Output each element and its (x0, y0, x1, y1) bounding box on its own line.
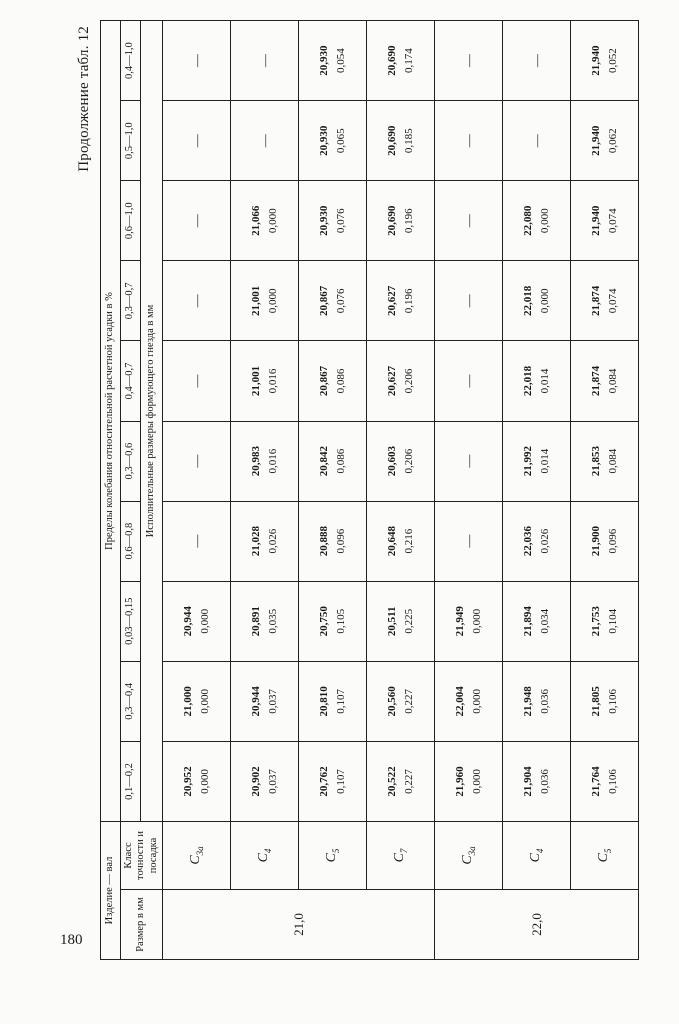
tolerance: 0,036 (538, 688, 551, 714)
cavity-size: 20,627 (386, 365, 398, 397)
tolerance: 0,026 (266, 528, 279, 554)
value-cell (435, 421, 503, 501)
value-cell (231, 661, 299, 741)
empty-dash: — (188, 54, 204, 68)
empty-dash: — (528, 54, 544, 68)
range-header: 0,3—0,6 (121, 421, 141, 501)
cavity-size: 20,944 (182, 606, 194, 637)
table-row (299, 21, 367, 960)
cavity-size: 21,904 (522, 766, 534, 797)
value-cell (503, 181, 571, 261)
cavity-size: 21,000 (182, 686, 194, 717)
tolerance: 0,074 (606, 208, 619, 234)
tolerance: 0,000 (538, 208, 551, 234)
table-row (435, 21, 503, 960)
tolerance: 0,185 (402, 128, 415, 154)
cavity-size: 22,080 (522, 205, 534, 236)
table-row (571, 21, 639, 960)
range-header: 0,4—0,7 (121, 341, 141, 421)
tolerance: 0,216 (402, 528, 415, 554)
value-cell (503, 741, 571, 821)
tolerance: 0,000 (266, 288, 279, 314)
value-cell (367, 741, 435, 821)
tolerance: 0,227 (402, 688, 415, 714)
value-cell (163, 661, 231, 741)
tolerance: 0,035 (266, 608, 279, 634)
cavity-size: 21,764 (590, 766, 602, 797)
class-letter: C (460, 855, 476, 865)
tolerance: 0,196 (402, 288, 415, 314)
tolerance: 0,104 (606, 608, 619, 634)
empty-dash: — (460, 454, 476, 468)
value-cell (435, 341, 503, 421)
cavity-size: 21,894 (522, 606, 534, 637)
tolerance: 0,084 (606, 448, 619, 474)
accuracy-header: Класс точности и посадка (121, 822, 163, 890)
accuracy-class-cell (163, 822, 231, 890)
tolerance: 0,037 (266, 769, 279, 794)
value-cell (503, 21, 571, 101)
empty-dash: — (460, 134, 476, 148)
value-cell (299, 501, 367, 581)
empty-dash: — (460, 534, 476, 548)
rotated-page (70, 20, 625, 960)
size-cell: 21,0 (163, 890, 435, 960)
tolerance: 0,000 (198, 769, 211, 794)
table-caption: Продолжение табл. 12 (76, 26, 92, 172)
tolerance: 0,016 (266, 448, 279, 474)
tolerance: 0,086 (334, 448, 347, 474)
value-cell (435, 661, 503, 741)
tolerance: 0,026 (538, 528, 551, 554)
class-letter: C (256, 853, 272, 863)
cavity-size: 22,036 (522, 526, 534, 557)
value-cell (571, 421, 639, 501)
range-header: 0,6—0,8 (121, 501, 141, 581)
value-cell (231, 581, 299, 661)
tolerance: 0,174 (402, 48, 415, 73)
value-cell (163, 181, 231, 261)
shrinkage-table (100, 20, 639, 960)
cavity-size: 21,028 (250, 526, 262, 557)
tolerance: 0,052 (606, 48, 619, 73)
cavity-size: 21,001 (250, 365, 262, 397)
empty-dash: — (460, 54, 476, 68)
value-cell (163, 501, 231, 581)
value-cell (571, 21, 639, 101)
value-cell (503, 261, 571, 341)
value-cell (231, 421, 299, 501)
value-cell (435, 501, 503, 581)
empty-dash: — (188, 294, 204, 308)
tolerance: 0,034 (538, 608, 551, 634)
value-cell (163, 341, 231, 421)
empty-dash: — (460, 294, 476, 308)
value-cell (367, 261, 435, 341)
value-cell (163, 21, 231, 101)
cavity-size: 21,940 (590, 125, 602, 156)
dims-title: Исполнительные размеры формующего гнезда в мм (141, 21, 163, 822)
size-header: Размер в мм (121, 890, 163, 960)
tolerance: 0,065 (334, 128, 347, 154)
cavity-size: 20,952 (182, 766, 194, 797)
class-letter: C (392, 853, 408, 863)
value-cell (435, 261, 503, 341)
value-cell (571, 341, 639, 421)
value-cell (435, 21, 503, 101)
class-subscript: 4 (534, 848, 545, 854)
tolerance: 0,105 (334, 608, 347, 634)
value-cell (503, 581, 571, 661)
value-cell (571, 101, 639, 181)
value-cell (367, 101, 435, 181)
value-cell (571, 581, 639, 661)
limits-title: Пределы колебания относительной расчетной усадки в % (101, 21, 121, 822)
cavity-size: 20,842 (318, 445, 330, 477)
empty-dash: — (460, 214, 476, 228)
cavity-size: 20,888 (318, 526, 330, 557)
class-subscript: 5 (330, 848, 341, 854)
empty-dash: — (256, 54, 272, 68)
value-cell (367, 581, 435, 661)
tolerance: 0,107 (334, 769, 347, 794)
value-cell (503, 501, 571, 581)
value-cell (299, 21, 367, 101)
empty-dash: — (256, 134, 272, 148)
tolerance: 0,000 (198, 688, 211, 714)
tolerance: 0,036 (538, 769, 551, 794)
accuracy-class-cell (435, 822, 503, 890)
value-cell (571, 181, 639, 261)
value-cell (435, 101, 503, 181)
table-row (503, 21, 571, 960)
tolerance: 0,086 (334, 368, 347, 394)
range-header: 0,1—0,2 (121, 741, 141, 821)
tolerance: 0,206 (402, 368, 415, 394)
tolerance: 0,084 (606, 368, 619, 394)
tolerance: 0,225 (402, 608, 415, 634)
value-cell (231, 741, 299, 821)
range-header: 0,5—1,0 (121, 101, 141, 181)
value-cell (367, 501, 435, 581)
value-cell (299, 581, 367, 661)
value-cell (231, 101, 299, 181)
value-cell (231, 181, 299, 261)
cavity-size: 21,874 (590, 285, 602, 317)
accuracy-class-cell (503, 822, 571, 890)
table-row (231, 21, 299, 960)
cavity-size: 21,992 (522, 445, 534, 477)
cavity-size: 20,603 (386, 445, 398, 477)
value-cell (367, 341, 435, 421)
table-body (163, 21, 639, 960)
cavity-size: 20,690 (386, 205, 398, 236)
value-cell (571, 501, 639, 581)
cavity-size: 20,690 (386, 125, 398, 156)
value-cell (571, 661, 639, 741)
value-cell (435, 741, 503, 821)
cavity-size: 21,874 (590, 365, 602, 397)
cavity-size: 21,001 (250, 285, 262, 317)
value-cell (163, 101, 231, 181)
cavity-size: 20,648 (386, 526, 398, 557)
cavity-size: 21,805 (590, 686, 602, 717)
cavity-size: 20,983 (250, 445, 262, 477)
class-letter: C (528, 853, 544, 863)
value-cell (367, 181, 435, 261)
value-cell (367, 661, 435, 741)
cavity-size: 21,948 (522, 686, 534, 717)
tolerance: 0,000 (538, 288, 551, 314)
cavity-size: 20,867 (318, 285, 330, 317)
table-row (163, 21, 231, 960)
value-cell (299, 101, 367, 181)
tolerance: 0,206 (402, 448, 415, 474)
empty-dash: — (188, 374, 204, 388)
tolerance: 0,096 (606, 528, 619, 554)
cavity-size: 22,004 (454, 686, 466, 717)
cavity-size: 21,940 (590, 205, 602, 236)
tolerance: 0,076 (334, 288, 347, 314)
empty-dash: — (188, 134, 204, 148)
table-row (367, 21, 435, 960)
empty-dash: — (188, 214, 204, 228)
range-header: 0,3—0,7 (121, 261, 141, 341)
accuracy-class-cell (367, 822, 435, 890)
tolerance: 0,062 (606, 128, 619, 154)
value-cell (299, 661, 367, 741)
value-cell (163, 421, 231, 501)
cavity-size: 20,810 (318, 686, 330, 717)
cavity-size: 20,522 (386, 766, 398, 797)
range-header: 0,4—1,0 (121, 21, 141, 101)
range-header: 0,03—0,15 (121, 581, 141, 661)
cavity-size: 21,853 (590, 445, 602, 477)
value-cell (163, 741, 231, 821)
tolerance: 0,000 (470, 769, 483, 794)
value-cell (231, 341, 299, 421)
value-cell (571, 261, 639, 341)
value-cell (299, 181, 367, 261)
value-cell (503, 101, 571, 181)
cavity-size: 22,018 (522, 365, 534, 397)
cavity-size: 20,902 (250, 766, 262, 797)
cavity-size: 20,891 (250, 606, 262, 637)
value-cell (299, 261, 367, 341)
class-letter: C (596, 853, 612, 863)
value-cell (503, 341, 571, 421)
empty-dash: — (460, 374, 476, 388)
product-header: Изделие — вал (101, 822, 121, 960)
class-subscript: 5 (602, 848, 613, 854)
value-cell (231, 501, 299, 581)
cavity-size: 20,944 (250, 686, 262, 717)
tolerance: 0,054 (334, 48, 347, 73)
tolerance: 0,000 (470, 608, 483, 634)
cavity-size: 20,930 (318, 45, 330, 76)
accuracy-class-cell (571, 822, 639, 890)
value-cell (503, 661, 571, 741)
empty-dash: — (188, 534, 204, 548)
cavity-size: 20,930 (318, 205, 330, 236)
accuracy-class-cell (299, 822, 367, 890)
accuracy-class-cell (231, 822, 299, 890)
class-subscript: 3a (194, 846, 205, 856)
range-header: 0,6—1,0 (121, 181, 141, 261)
value-cell (231, 261, 299, 341)
cavity-size: 20,867 (318, 365, 330, 397)
value-cell (435, 181, 503, 261)
tolerance: 0,016 (266, 368, 279, 394)
value-cell (299, 741, 367, 821)
range-header: 0,3—0,4 (121, 661, 141, 741)
tolerance: 0,106 (606, 688, 619, 714)
tolerance: 0,014 (538, 368, 551, 394)
tolerance: 0,000 (470, 688, 483, 714)
class-letter: C (324, 853, 340, 863)
cavity-size: 20,690 (386, 45, 398, 76)
cavity-size: 21,900 (590, 526, 602, 557)
value-cell (571, 741, 639, 821)
value-cell (163, 261, 231, 341)
tolerance: 0,227 (402, 769, 415, 794)
value-cell (163, 581, 231, 661)
cavity-size: 21,940 (590, 45, 602, 76)
size-cell: 22,0 (435, 890, 639, 960)
class-subscript: 4 (262, 848, 273, 854)
tolerance: 0,074 (606, 288, 619, 314)
cavity-size: 21,066 (250, 205, 262, 236)
value-cell (299, 341, 367, 421)
tolerance: 0,000 (198, 608, 211, 634)
class-letter: C (188, 855, 204, 865)
value-cell (367, 421, 435, 501)
tolerance: 0,196 (402, 208, 415, 234)
tolerance: 0,014 (538, 448, 551, 474)
value-cell (231, 21, 299, 101)
value-cell (503, 421, 571, 501)
class-subscript: 7 (398, 848, 409, 854)
empty-dash: — (188, 454, 204, 468)
cavity-size: 21,949 (454, 606, 466, 637)
class-subscript: 3a (466, 846, 477, 856)
cavity-size: 20,627 (386, 285, 398, 317)
cavity-size: 21,753 (590, 606, 602, 637)
page-number: 180 (60, 932, 83, 948)
cavity-size: 20,930 (318, 125, 330, 156)
value-cell (435, 581, 503, 661)
tolerance: 0,096 (334, 528, 347, 554)
tolerance: 0,107 (334, 688, 347, 714)
value-cell (299, 421, 367, 501)
tolerance: 0,000 (266, 208, 279, 234)
tolerance: 0,106 (606, 769, 619, 794)
cavity-size: 20,750 (318, 606, 330, 637)
cavity-size: 21,960 (454, 766, 466, 797)
cavity-size: 20,560 (386, 686, 398, 717)
empty-dash: — (528, 134, 544, 148)
value-cell (367, 21, 435, 101)
tolerance: 0,076 (334, 208, 347, 234)
cavity-size: 20,762 (318, 766, 330, 797)
cavity-size: 20,511 (386, 606, 398, 637)
cavity-size: 22,018 (522, 285, 534, 317)
tolerance: 0,037 (266, 688, 279, 714)
